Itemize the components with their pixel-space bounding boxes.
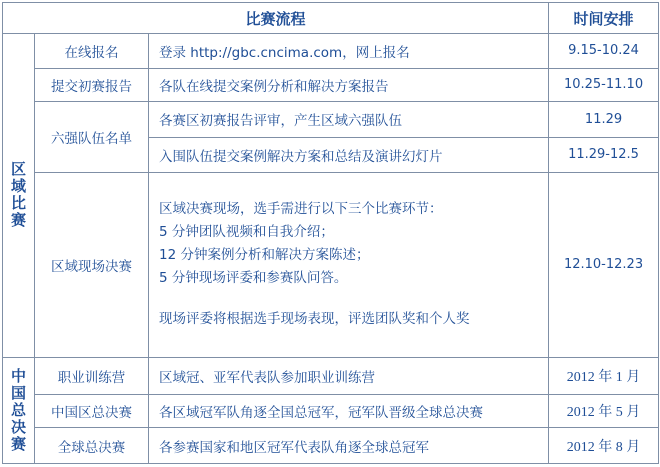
- process-header: 比赛流程: [3, 3, 549, 34]
- table-row: [3, 395, 659, 428]
- stage-description: 区域冠、亚军代表队参加职业训练营: [149, 357, 549, 395]
- stage-label: 职业训练营: [35, 357, 149, 395]
- stage-label: 中国区总决赛: [35, 395, 149, 428]
- stage-description: 各赛区初赛报告评审，产生区域六强队伍: [149, 102, 549, 137]
- table-row: [3, 102, 659, 137]
- stage-label: 全球总决赛: [35, 428, 149, 464]
- description-line: 12 分钟案例分析和解决方案陈述；: [159, 247, 370, 264]
- table-row: [3, 428, 659, 464]
- stage-time: 2012 年 5 月: [549, 395, 659, 428]
- stage-time: 9.15-10.24: [549, 34, 659, 68]
- stage-time: 10.25-11.10: [549, 68, 659, 101]
- group-label-regional: 区域比赛: [3, 34, 35, 357]
- description-line: 5 分钟团队视频和自我介绍；: [159, 224, 334, 241]
- stage-time: 11.29: [549, 102, 659, 137]
- stage-description: 各队在线提交案例分析和解决方案报告: [149, 68, 549, 101]
- table-row: [3, 357, 659, 395]
- table-row: [3, 34, 659, 68]
- description-line: 区域决赛现场，选手需进行以下三个比赛环节：: [159, 201, 443, 218]
- stage-description: [149, 172, 549, 357]
- group-label-china-final: 中国总决赛: [3, 357, 35, 463]
- stage-label: 六强队伍名单: [35, 102, 149, 173]
- schedule-header: 时间安排: [549, 3, 659, 34]
- stage-time: 2012 年 8 月: [549, 428, 659, 464]
- stage-description: 登录 http://gbc.cncima.com，网上报名: [149, 34, 549, 68]
- table-row: [3, 172, 659, 357]
- stage-description: 各参赛国家和地区冠军代表队角逐全球总冠军: [149, 428, 549, 464]
- stage-label: 提交初赛报告: [35, 68, 149, 101]
- table-row: [3, 68, 659, 101]
- description-line: 5 分钟现场评委和参赛队问答。: [159, 270, 348, 287]
- competition-schedule-table: [2, 2, 659, 464]
- stage-time: 2012 年 1 月: [549, 357, 659, 395]
- stage-label: 区域现场决赛: [35, 172, 149, 357]
- stage-description: 各区域冠军队角逐全国总冠军，冠军队晋级全球总决赛: [149, 395, 549, 428]
- stage-time: 11.29-12.5: [549, 137, 659, 172]
- description-note: 现场评委将根据选手现场表现，评选团队奖和个人奖: [159, 311, 470, 328]
- header-row: [3, 3, 659, 34]
- stage-label: 在线报名: [35, 34, 149, 68]
- stage-description: 入围队伍提交案例解决方案和总结及演讲幻灯片: [149, 137, 549, 172]
- stage-time: 12.10-12.23: [549, 172, 659, 357]
